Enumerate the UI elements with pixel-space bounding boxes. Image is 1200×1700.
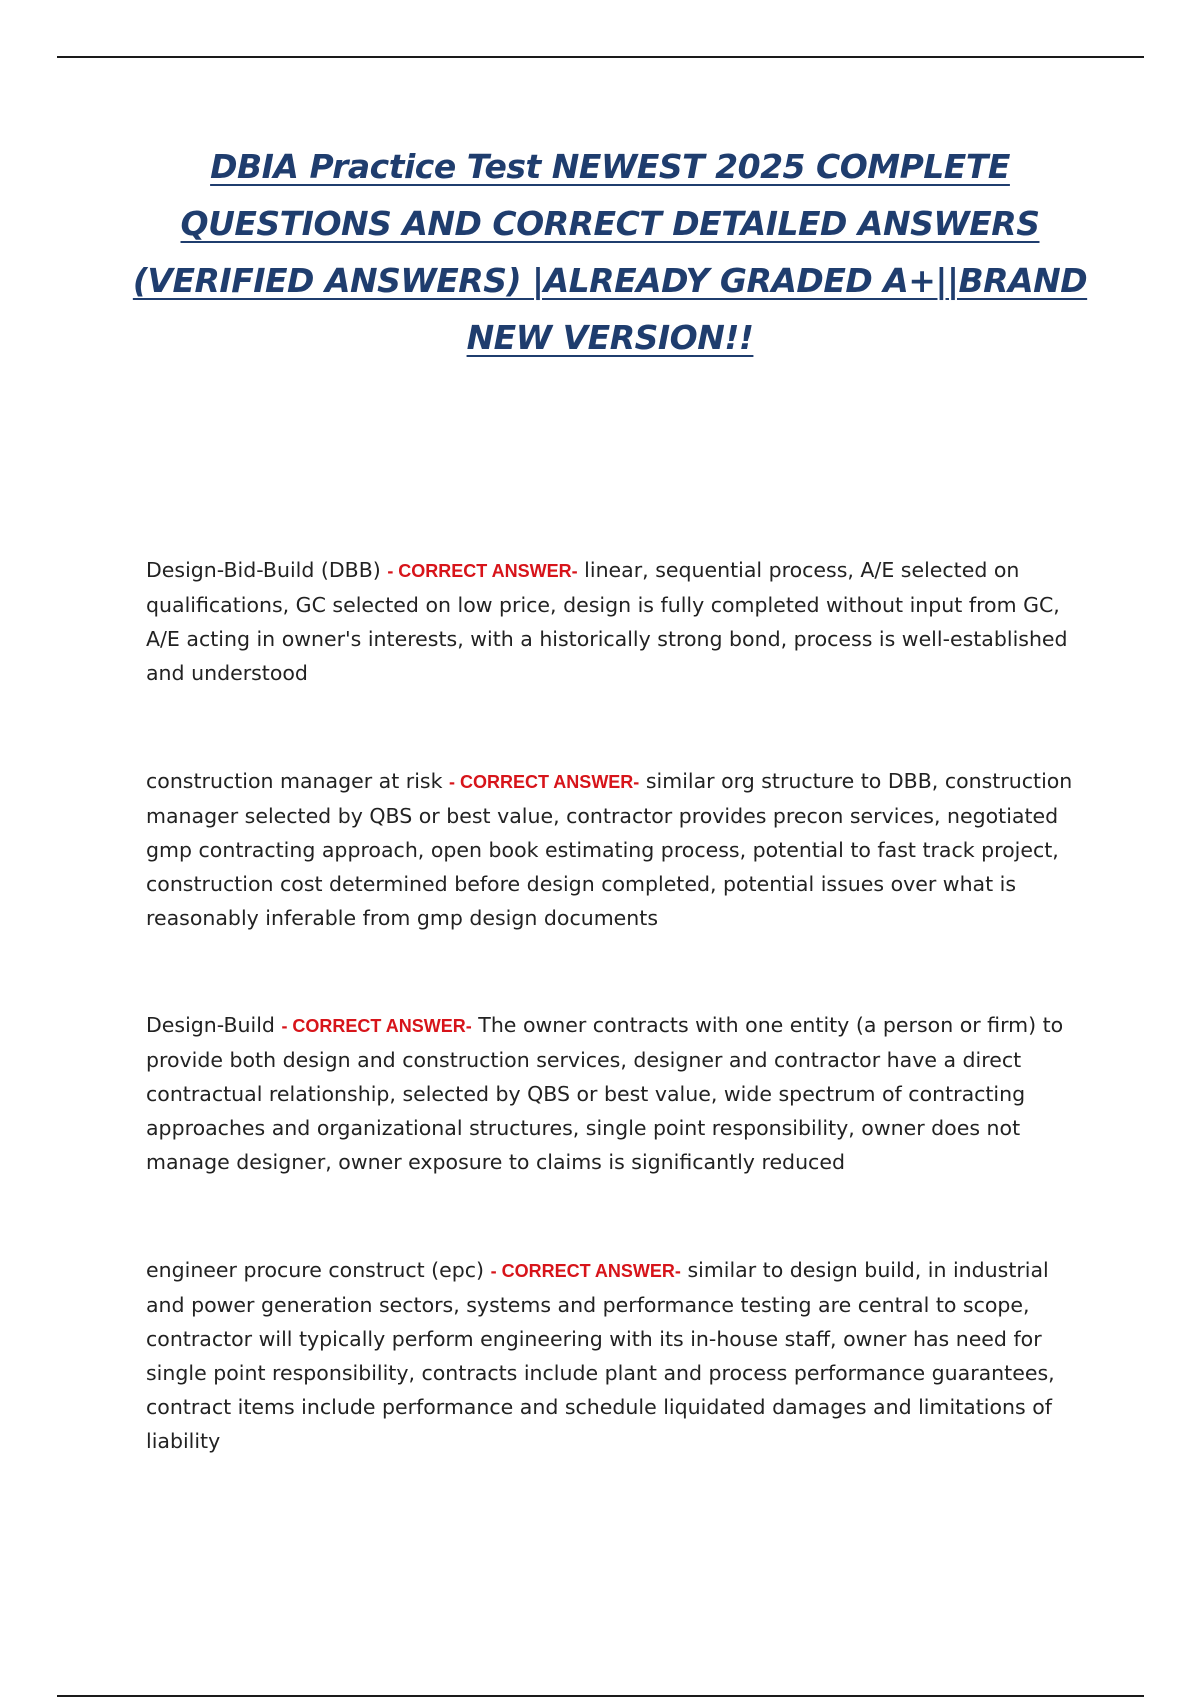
answer-text: linear, sequential process, A/E selected on qualifications, GC selected on low price, design is fully completed without input from GC, A/E acting in owner's interests, with a historically strong bond, process is well-established and understood [146, 558, 1068, 685]
question-term: engineer procure construct (epc) [146, 1258, 485, 1282]
answer-text: similar to design build, in industrial and power generation sectors, systems and performance testing are central to scope, contractor will typically perform engineering with its in-house staff, owner has need for single point responsibility, contracts include plant and process performance guarantees, contract items include performance and schedule liquidated damages and limitations of liability [146, 1258, 1055, 1453]
correct-answer-tag: - CORRECT ANSWER- [281, 1016, 472, 1036]
header-rule [57, 56, 1144, 58]
qa-item-dbb [146, 553, 1076, 690]
correct-answer-tag: - CORRECT ANSWER- [448, 772, 640, 792]
document-title: DBIA Practice Test NEWEST 2025 COMPLETE QUESTIONS AND CORRECT DETAILED ANSWERS (VERIFIED ANSWERS) |ALREADY GRADED A+||BRAND NEW VERSION!! [132, 147, 1088, 357]
qa-item-cm-at-risk [146, 764, 1076, 935]
answer-text: similar org structure to DBB, construction manager selected by QBS or best value, contractor provides precon services, negotiated gmp contracting approach, open book estimating process, potential to fast track project, construction cost determined before design completed, potential issues over what is reasonably inferable from gmp design documents [146, 769, 1073, 930]
qa-item-epc [146, 1253, 1076, 1458]
qa-item-design-build [146, 1008, 1076, 1179]
question-term: Design-Bid-Build (DBB) [146, 558, 381, 582]
question-term: Design-Build [146, 1013, 275, 1037]
question-term: construction manager at risk [146, 769, 443, 793]
correct-answer-tag: - CORRECT ANSWER- [387, 561, 578, 581]
answer-text: The owner contracts with one entity (a person or firm) to provide both design and construction services, designer and contractor have a direct contractual relationship, selected by QBS or best value, wide spectrum of contracting approaches and organizational structures, single point responsibility, owner does not manage designer, owner exposure to claims is significantly reduced [146, 1013, 1064, 1174]
footer-rule [57, 1695, 1144, 1697]
correct-answer-tag: - CORRECT ANSWER- [490, 1261, 681, 1281]
